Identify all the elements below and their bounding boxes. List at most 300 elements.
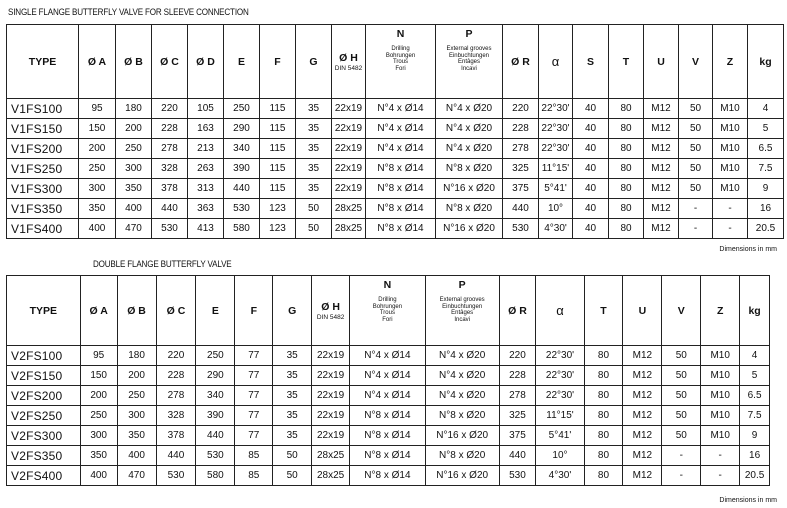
table-cell: M10 — [713, 179, 748, 199]
col-n-label: N — [396, 28, 405, 40]
table-cell: 6.5 — [748, 139, 784, 159]
table-cell: 378 — [156, 426, 196, 446]
type-cell: V2FS200 — [7, 386, 81, 406]
col-p — [436, 25, 503, 99]
table-cell: 390 — [224, 159, 260, 179]
table-cell: M12 — [644, 199, 679, 219]
table-cell: 35 — [296, 99, 332, 119]
table1-title: SINGLE FLANGE BUTTERFLY VALVE FOR SLEEVE CONNECTION — [8, 7, 249, 18]
table-cell: 77 — [235, 366, 273, 386]
col-p-sub-0: External grooves — [446, 46, 492, 52]
table-cell: N°8 x Ø14 — [366, 179, 436, 199]
table-cell: 50 — [679, 139, 713, 159]
table-cell: 400 — [116, 199, 152, 219]
table-cell: M12 — [623, 366, 662, 386]
col-kg: kg — [748, 25, 784, 99]
col-p-label: P — [465, 28, 473, 40]
table-row — [7, 346, 770, 366]
type-cell: V1FS200 — [7, 139, 79, 159]
col-p-label: P — [458, 279, 466, 291]
table-cell: 115 — [260, 119, 296, 139]
table-cell: 400 — [80, 466, 117, 486]
table-cell: 470 — [117, 466, 156, 486]
col-h-note: DIN 5482 — [316, 313, 345, 321]
table-cell: N°8 x Ø14 — [366, 199, 436, 219]
table-cell: N°8 x Ø20 — [436, 199, 503, 219]
col-h-label: Ø H — [321, 300, 340, 313]
col-h — [332, 25, 366, 99]
table-cell: 50 — [679, 159, 713, 179]
table-cell: 22°30' — [536, 366, 584, 386]
table-cell: 378 — [152, 179, 188, 199]
table-cell: 80 — [609, 179, 644, 199]
table-cell: 22x19 — [312, 406, 350, 426]
col-n — [366, 25, 436, 99]
table-cell: M12 — [644, 119, 679, 139]
table-cell: 85 — [235, 466, 273, 486]
table-cell: 278 — [152, 139, 188, 159]
col-n-sub-0: Drilling — [391, 46, 410, 52]
table-cell: 35 — [296, 159, 332, 179]
table-cell: 340 — [196, 386, 235, 406]
table-cell: 22x19 — [312, 366, 350, 386]
table-cell: 278 — [156, 386, 196, 406]
table-cell: 28x25 — [312, 446, 350, 466]
table-cell: 470 — [116, 219, 152, 239]
table-cell: 16 — [748, 199, 784, 219]
col-n-sub-0: Drilling — [378, 297, 397, 303]
type-cell: V1FS150 — [7, 119, 79, 139]
table-cell: 11°15' — [539, 159, 573, 179]
table-cell: M10 — [701, 426, 740, 446]
table-cell: 115 — [260, 159, 296, 179]
table-cell: 123 — [260, 219, 296, 239]
table-cell: N°8 x Ø14 — [350, 466, 426, 486]
type-cell: V1FS400 — [7, 219, 79, 239]
table-row — [7, 139, 784, 159]
col-n-sub-1: Bohrungen — [372, 303, 403, 310]
table-cell: 115 — [260, 179, 296, 199]
table-cell: 350 — [117, 426, 156, 446]
col-n-sub-1: Bohrungen — [385, 52, 416, 59]
table-cell: 213 — [188, 139, 224, 159]
table-cell: 50 — [662, 426, 701, 446]
type-cell: V1FS300 — [7, 179, 79, 199]
col-p-sub-2: Entâges — [457, 59, 481, 65]
table-cell: N°16 x Ø20 — [436, 179, 503, 199]
table-cell: 22x19 — [312, 346, 350, 366]
col-p-sub-0: External grooves — [439, 297, 485, 303]
table-cell: 150 — [80, 366, 117, 386]
table-cell: 77 — [235, 426, 273, 446]
table-cell: 80 — [609, 99, 644, 119]
col-n-sub-3: Fori — [395, 65, 406, 72]
table-cell: 4 — [748, 99, 784, 119]
col-u: U — [644, 25, 679, 99]
table-cell: - — [713, 199, 748, 219]
table-cell: 28x25 — [332, 219, 366, 239]
col-type: TYPE — [7, 276, 81, 346]
table-cell: N°8 x Ø14 — [366, 219, 436, 239]
col-r: Ø R — [499, 276, 536, 346]
table-cell: N°4 x Ø14 — [350, 346, 426, 366]
table-cell: M12 — [623, 426, 662, 446]
table-cell: N°8 x Ø14 — [350, 446, 426, 466]
col-r: Ø R — [503, 25, 539, 99]
table-row — [7, 466, 770, 486]
table-cell: 220 — [152, 99, 188, 119]
type-cell: V2FS350 — [7, 446, 81, 466]
col-alpha: α — [539, 25, 573, 99]
table-cell: 220 — [499, 346, 536, 366]
table-cell: 20.5 — [748, 219, 784, 239]
table-cell: 28x25 — [312, 466, 350, 486]
table-cell: 7.5 — [740, 406, 770, 426]
table-cell: 80 — [584, 406, 623, 426]
table-cell: 250 — [116, 139, 152, 159]
col-p-sub-3: Incavi — [461, 65, 477, 72]
table-cell: 200 — [80, 386, 117, 406]
table-cell: 440 — [152, 199, 188, 219]
table-cell: N°8 x Ø14 — [350, 406, 426, 426]
table-cell: 50 — [679, 119, 713, 139]
table-cell: 300 — [79, 179, 116, 199]
table-cell: 180 — [117, 346, 156, 366]
table-cell: 400 — [79, 219, 116, 239]
table-cell: 50 — [273, 446, 312, 466]
col-p-sub-3: Incavi — [454, 316, 471, 323]
table-cell: M10 — [701, 406, 740, 426]
table-cell: M12 — [644, 159, 679, 179]
table-cell: 20.5 — [740, 466, 770, 486]
table-cell: 228 — [156, 366, 196, 386]
table-cell: N°4 x Ø14 — [366, 119, 436, 139]
col-v: V — [662, 276, 701, 346]
table-cell: 105 — [188, 99, 224, 119]
table-cell: 340 — [224, 139, 260, 159]
col-e: E — [224, 25, 260, 99]
table-cell: 300 — [80, 426, 117, 446]
table-cell: 530 — [196, 446, 235, 466]
table-cell: 530 — [224, 199, 260, 219]
col-h-label: Ø H — [339, 51, 358, 64]
table-cell: 80 — [584, 366, 623, 386]
table-row — [7, 219, 784, 239]
col-h — [312, 276, 350, 346]
table-cell: 250 — [224, 99, 260, 119]
table-row — [7, 446, 770, 466]
type-cell: V1FS250 — [7, 159, 79, 179]
table-cell: 278 — [503, 139, 539, 159]
table-cell: 300 — [116, 159, 152, 179]
col-f: F — [260, 25, 296, 99]
table-cell: 228 — [152, 119, 188, 139]
table-cell: 200 — [117, 366, 156, 386]
table-cell: 35 — [296, 119, 332, 139]
table-cell: 313 — [188, 179, 224, 199]
table-cell: 40 — [573, 219, 609, 239]
table-cell: N°4 x Ø14 — [350, 386, 426, 406]
table-cell: 250 — [80, 406, 117, 426]
table-cell: 375 — [499, 426, 536, 446]
table-cell: 220 — [503, 99, 539, 119]
table-cell: 115 — [260, 139, 296, 159]
table-cell: 4°30' — [539, 219, 573, 239]
col-p-sub-1: Einbuchtungen — [448, 52, 490, 59]
table-cell: 390 — [196, 406, 235, 426]
table-cell: 77 — [235, 406, 273, 426]
col-n — [350, 276, 426, 346]
table-row — [7, 119, 784, 139]
table-cell: 35 — [273, 366, 312, 386]
table-cell: 95 — [80, 346, 117, 366]
table-cell: 80 — [584, 446, 623, 466]
table-cell: 290 — [196, 366, 235, 386]
table-cell: M10 — [701, 366, 740, 386]
table-cell: 40 — [573, 199, 609, 219]
table-cell: 85 — [235, 446, 273, 466]
table-cell: - — [679, 219, 713, 239]
table-cell: 80 — [609, 119, 644, 139]
table-cell: 220 — [156, 346, 196, 366]
col-c: Ø C — [156, 276, 196, 346]
table-cell: 115 — [260, 99, 296, 119]
table-cell: 5 — [740, 366, 770, 386]
table-cell: 40 — [573, 139, 609, 159]
table-cell: N°8 x Ø20 — [425, 406, 499, 426]
table-cell: 530 — [503, 219, 539, 239]
col-n-label: N — [383, 279, 392, 291]
table-cell: M12 — [644, 179, 679, 199]
table-cell: M10 — [713, 99, 748, 119]
table-cell: M10 — [713, 159, 748, 179]
table-cell: M12 — [623, 406, 662, 426]
table-cell: M12 — [623, 386, 662, 406]
table-cell: N°8 x Ø14 — [350, 426, 426, 446]
table-row — [7, 99, 784, 119]
table-cell: 22°30' — [539, 139, 573, 159]
col-z: Z — [701, 276, 740, 346]
table-cell: 328 — [152, 159, 188, 179]
col-p — [425, 276, 499, 346]
table-cell: 22x19 — [332, 179, 366, 199]
table-cell: 35 — [273, 406, 312, 426]
table-row — [7, 159, 784, 179]
table-cell: - — [662, 446, 701, 466]
table-row — [7, 426, 770, 446]
table-cell: 80 — [584, 466, 623, 486]
table-cell: 400 — [117, 446, 156, 466]
table-cell: 263 — [188, 159, 224, 179]
table2-title: DOUBLE FLANGE BUTTERFLY VALVE — [93, 259, 232, 270]
table-cell: 80 — [584, 426, 623, 446]
col-a: Ø A — [79, 25, 116, 99]
table-cell: 278 — [499, 386, 536, 406]
table-cell: 10° — [536, 446, 584, 466]
table-row — [7, 386, 770, 406]
table-cell: 9 — [748, 179, 784, 199]
table-row — [7, 406, 770, 426]
col-b: Ø B — [117, 276, 156, 346]
table-cell: 9 — [740, 426, 770, 446]
table-cell: 16 — [740, 446, 770, 466]
table-cell: - — [679, 199, 713, 219]
table-cell: M12 — [623, 466, 662, 486]
col-f: F — [235, 276, 273, 346]
table-cell: 200 — [79, 139, 116, 159]
table-header-row — [7, 276, 770, 346]
table-cell: 5°41' — [539, 179, 573, 199]
table-cell: 5°41' — [536, 426, 584, 446]
table-cell: 7.5 — [748, 159, 784, 179]
table-cell: 80 — [609, 159, 644, 179]
table-cell: - — [701, 466, 740, 486]
table-cell: 22°30' — [536, 346, 584, 366]
table-cell: 150 — [79, 119, 116, 139]
table-cell: 80 — [584, 386, 623, 406]
table1-units-note: Dimensions in mm — [719, 246, 777, 253]
table2-units-note: Dimensions in mm — [719, 497, 777, 504]
col-kg: kg — [740, 276, 770, 346]
table-cell: 35 — [296, 139, 332, 159]
table-cell: 580 — [196, 466, 235, 486]
table-cell: 50 — [662, 366, 701, 386]
col-p-sub-2: Entâges — [451, 310, 474, 316]
table-cell: 180 — [116, 99, 152, 119]
table-cell: M10 — [701, 346, 740, 366]
table-cell: N°16 x Ø20 — [425, 466, 499, 486]
table-cell: 22°30' — [536, 386, 584, 406]
table-cell: 22x19 — [332, 139, 366, 159]
col-v: V — [679, 25, 713, 99]
table-cell: 50 — [296, 199, 332, 219]
table-cell: N°8 x Ø20 — [425, 446, 499, 466]
table-cell: - — [701, 446, 740, 466]
table-cell: 375 — [503, 179, 539, 199]
table-cell: 22x19 — [312, 386, 350, 406]
table-cell: 77 — [235, 386, 273, 406]
col-type: TYPE — [7, 25, 79, 99]
table-row — [7, 199, 784, 219]
table-cell: N°4 x Ø14 — [366, 139, 436, 159]
table-cell: M12 — [623, 446, 662, 466]
table-cell: 440 — [503, 199, 539, 219]
table-cell: 28x25 — [332, 199, 366, 219]
col-n-sub-2: Trous — [379, 310, 395, 316]
table-cell: 413 — [188, 219, 224, 239]
table-cell: N°4 x Ø20 — [425, 346, 499, 366]
type-cell: V2FS400 — [7, 466, 81, 486]
table-cell: 440 — [156, 446, 196, 466]
table-cell: 228 — [499, 366, 536, 386]
table-cell: 4 — [740, 346, 770, 366]
table-cell: N°4 x Ø20 — [425, 366, 499, 386]
table-cell: 300 — [117, 406, 156, 426]
table-cell: 363 — [188, 199, 224, 219]
table-cell: 50 — [662, 386, 701, 406]
table-row — [7, 366, 770, 386]
table-cell: 50 — [273, 466, 312, 486]
table-cell: 290 — [224, 119, 260, 139]
table-cell: 350 — [79, 199, 116, 219]
table-cell: 22x19 — [312, 426, 350, 446]
col-b: Ø B — [116, 25, 152, 99]
table-cell: 250 — [117, 386, 156, 406]
table-cell: 580 — [224, 219, 260, 239]
table-row — [7, 179, 784, 199]
table-cell: 40 — [573, 119, 609, 139]
table-cell: 530 — [152, 219, 188, 239]
table-cell: N°4 x Ø14 — [350, 366, 426, 386]
table-cell: 77 — [235, 346, 273, 366]
table-cell: 10° — [539, 199, 573, 219]
col-g: G — [273, 276, 312, 346]
table-cell: N°4 x Ø20 — [436, 139, 503, 159]
table-cell: 35 — [273, 386, 312, 406]
col-g: G — [296, 25, 332, 99]
col-t: T — [584, 276, 623, 346]
type-cell: V1FS100 — [7, 99, 79, 119]
table-cell: 6.5 — [740, 386, 770, 406]
col-h-note: DIN 5482 — [334, 64, 363, 72]
double-flange-table — [6, 275, 770, 486]
table-cell: M10 — [713, 119, 748, 139]
col-n-sub-2: Trous — [392, 59, 409, 65]
table-cell: 80 — [609, 219, 644, 239]
col-e: E — [196, 276, 235, 346]
table-cell: 95 — [79, 99, 116, 119]
table-cell: 40 — [573, 179, 609, 199]
col-c: Ø C — [152, 25, 188, 99]
table-cell: 250 — [196, 346, 235, 366]
table-cell: 50 — [679, 99, 713, 119]
table-cell: M12 — [644, 139, 679, 159]
col-s: S — [573, 25, 609, 99]
table-cell: N°8 x Ø20 — [436, 159, 503, 179]
table-cell: M12 — [644, 219, 679, 239]
type-cell: V2FS250 — [7, 406, 81, 426]
table-cell: 328 — [156, 406, 196, 426]
table-cell: 80 — [609, 199, 644, 219]
col-t: T — [609, 25, 644, 99]
table-cell: 325 — [499, 406, 536, 426]
table-cell: 11°15' — [536, 406, 584, 426]
table-cell: M12 — [644, 99, 679, 119]
table-cell: 325 — [503, 159, 539, 179]
col-alpha: α — [536, 276, 584, 346]
table-cell: 250 — [79, 159, 116, 179]
table-cell: 80 — [584, 346, 623, 366]
type-cell: V2FS100 — [7, 346, 81, 366]
table-cell: 22x19 — [332, 99, 366, 119]
table-cell: N°4 x Ø20 — [436, 99, 503, 119]
table-cell: M10 — [713, 139, 748, 159]
table-cell: 35 — [273, 346, 312, 366]
table-cell: - — [713, 219, 748, 239]
table-cell: N°4 x Ø20 — [436, 119, 503, 139]
table-cell: 4°30' — [536, 466, 584, 486]
table-cell: 163 — [188, 119, 224, 139]
table-cell: 350 — [80, 446, 117, 466]
table-cell: 40 — [573, 99, 609, 119]
table-cell: 35 — [296, 179, 332, 199]
col-a: Ø A — [80, 276, 117, 346]
table-cell: N°16 x Ø20 — [436, 219, 503, 239]
type-cell: V1FS350 — [7, 199, 79, 219]
table-cell: 40 — [573, 159, 609, 179]
col-u: U — [623, 276, 662, 346]
table-cell: M12 — [623, 346, 662, 366]
